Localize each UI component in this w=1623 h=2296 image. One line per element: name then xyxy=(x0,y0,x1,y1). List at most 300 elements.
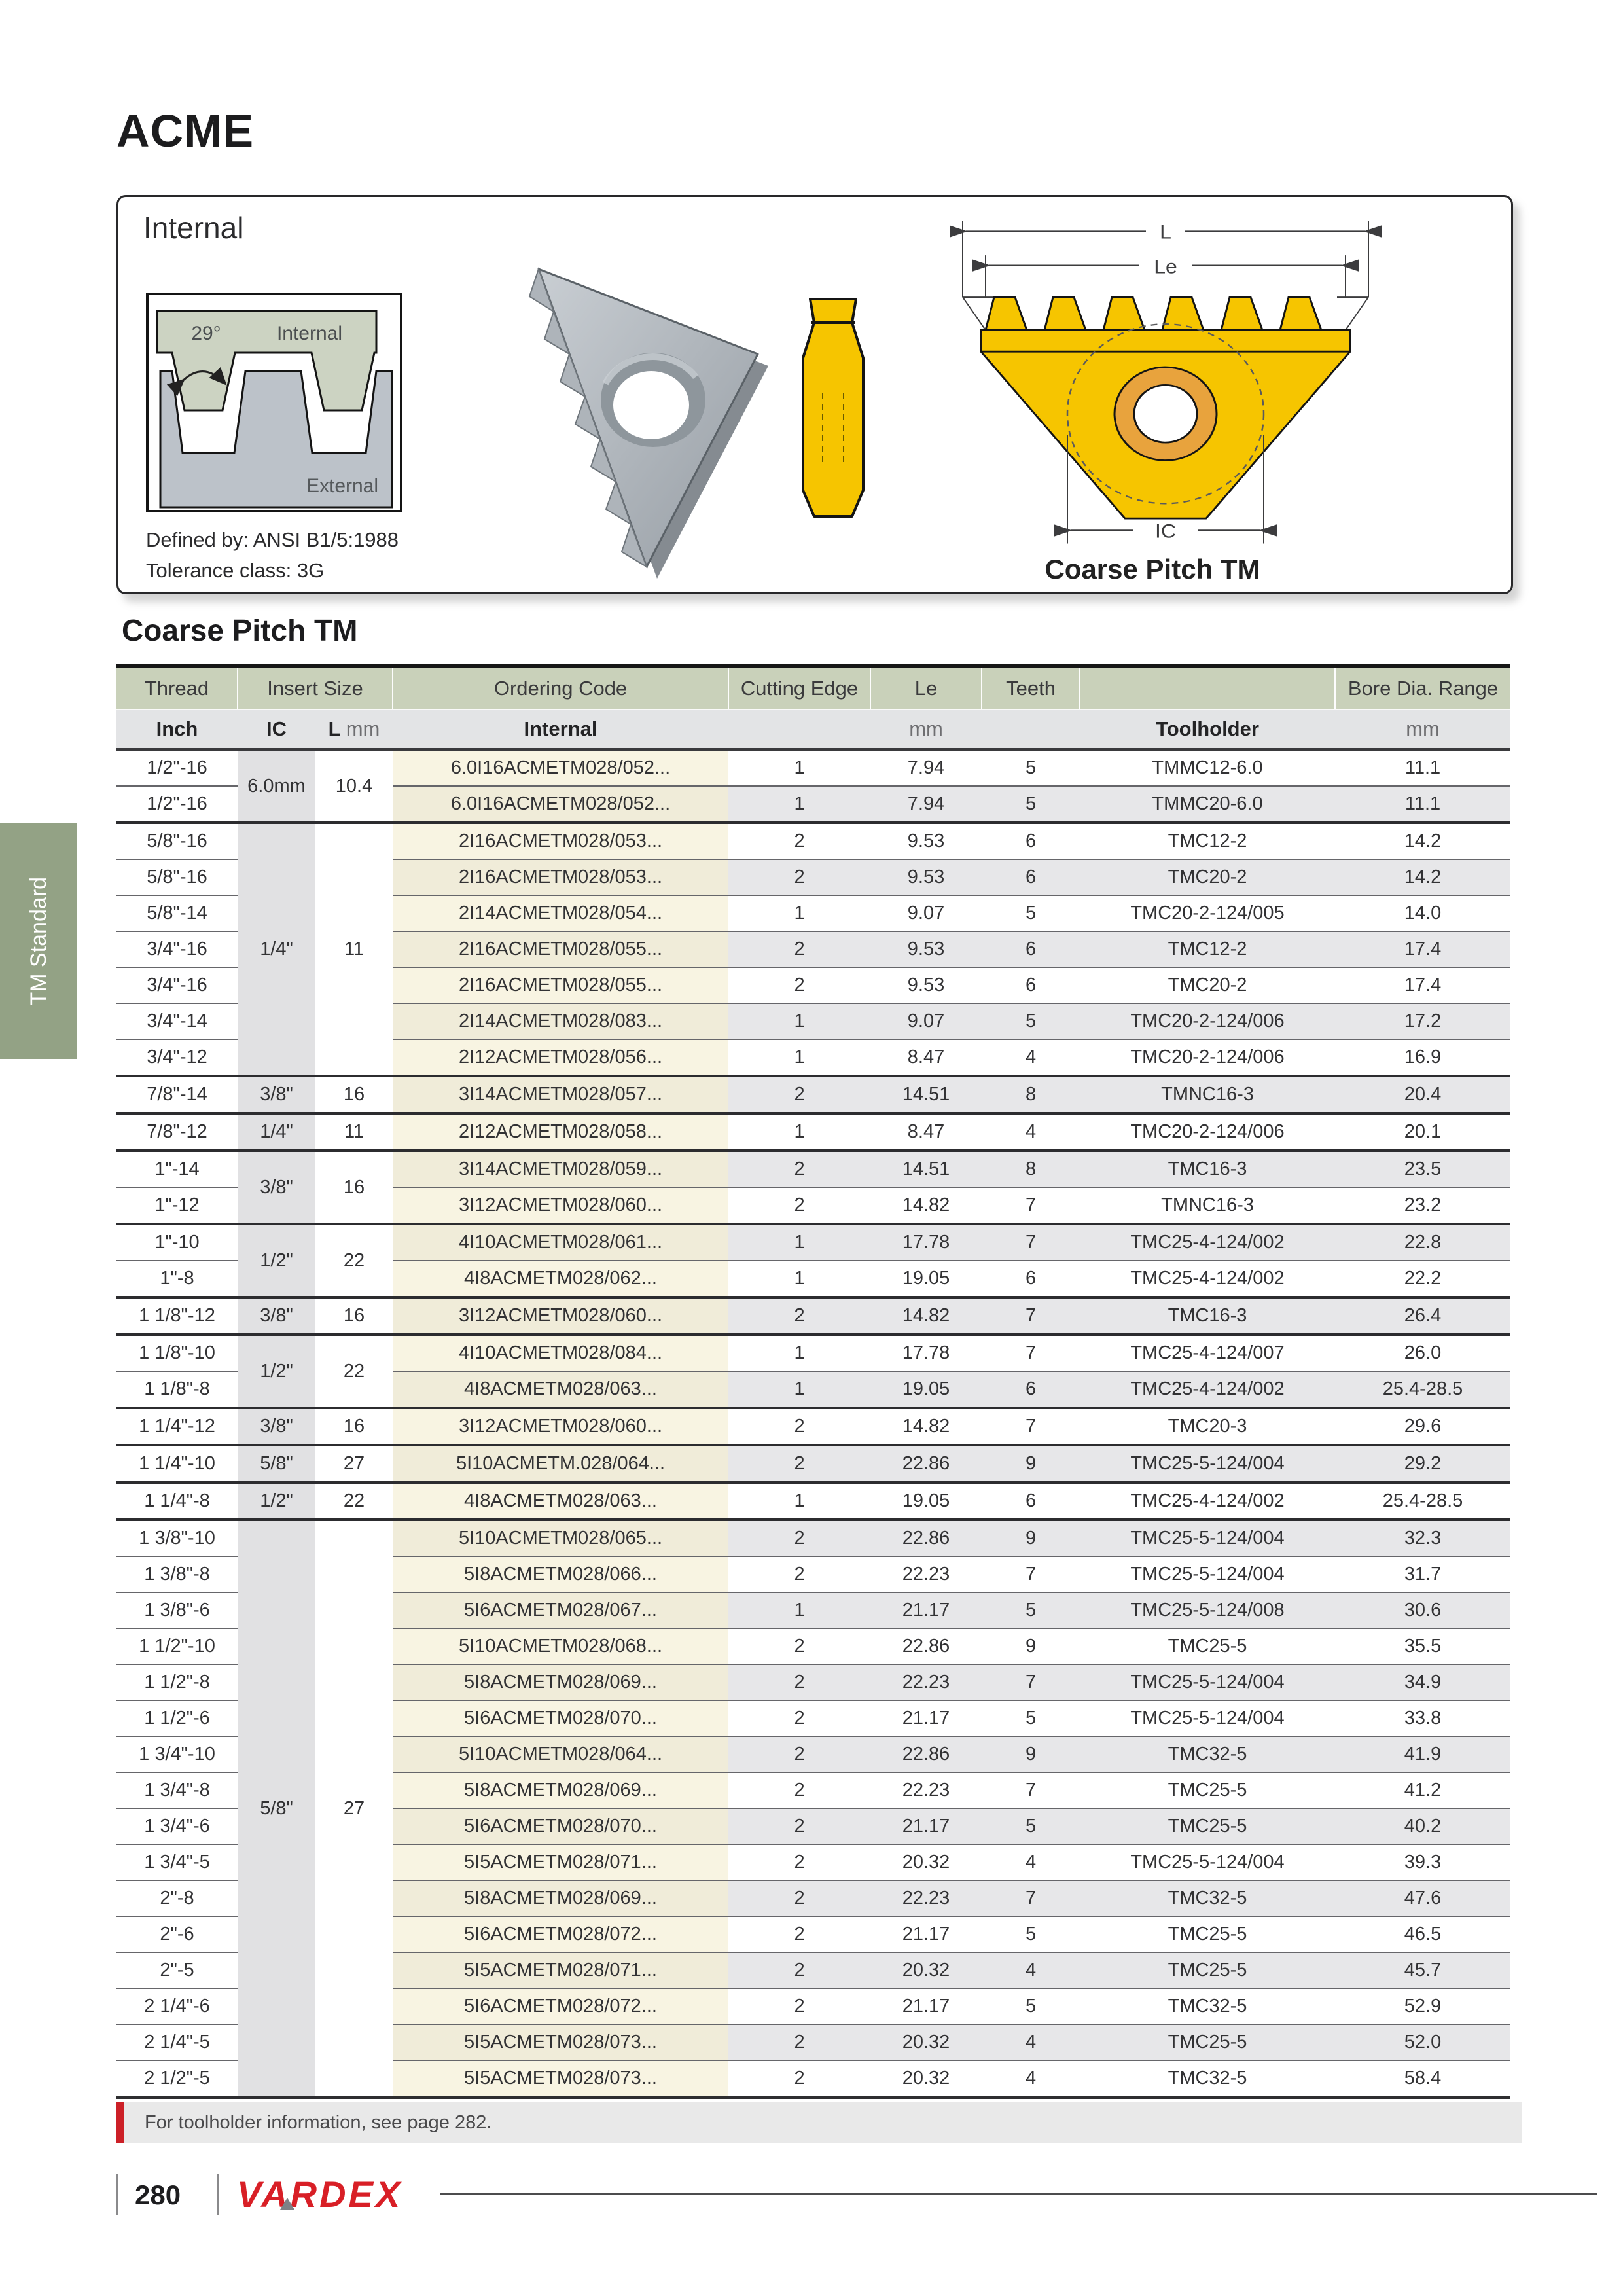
footer-divider xyxy=(116,2174,118,2215)
section-title: Coarse Pitch TM xyxy=(122,613,358,647)
toolholder-cell: TMC32-5 xyxy=(1080,2060,1335,2098)
cutting-edge-cell: 2 xyxy=(728,1187,870,1224)
bore-dia-cell: 11.1 xyxy=(1335,749,1510,786)
ordering-code-cell: 6.0I16ACMETM028/052... xyxy=(393,749,728,786)
toolholder-cell: TMC25-5 xyxy=(1080,1628,1335,1664)
ordering-code-cell: 5I5ACMETM028/073... xyxy=(393,2060,728,2098)
teeth-cell: 6 xyxy=(982,823,1080,859)
ordering-code-cell: 5I5ACMETM028/073... xyxy=(393,2024,728,2060)
insert-ic-cell: 3/8" xyxy=(238,1151,315,1224)
teeth-cell: 7 xyxy=(982,1297,1080,1335)
table-row xyxy=(116,823,1510,859)
le-cell: 19.05 xyxy=(870,1371,982,1408)
ordering-code-cell: 3I14ACMETM028/057... xyxy=(393,1076,728,1113)
bore-dia-cell: 41.9 xyxy=(1335,1736,1510,1772)
teeth-cell: 5 xyxy=(982,1592,1080,1628)
teeth-cell: 6 xyxy=(982,1261,1080,1297)
bore-dia-cell: 11.1 xyxy=(1335,786,1510,823)
teeth-cell: 5 xyxy=(982,1988,1080,2024)
bore-dia-cell: 22.2 xyxy=(1335,1261,1510,1297)
cutting-edge-cell: 2 xyxy=(728,1844,870,1880)
toolholder-note xyxy=(116,2102,1522,2143)
subcol-empty-1 xyxy=(728,709,870,749)
cutting-edge-cell: 2 xyxy=(728,823,870,859)
bore-dia-cell: 52.0 xyxy=(1335,2024,1510,2060)
ordering-code-cell: 5I8ACMETM028/069... xyxy=(393,1664,728,1700)
le-cell: 8.47 xyxy=(870,1113,982,1151)
toolholder-cell: TMC25-4-124/002 xyxy=(1080,1482,1335,1520)
toolholder-cell: TMC20-2 xyxy=(1080,967,1335,1003)
bore-dia-cell: 17.4 xyxy=(1335,967,1510,1003)
bore-dia-cell: 25.4-28.5 xyxy=(1335,1482,1510,1520)
insert-caption: Coarse Pitch TM xyxy=(1044,554,1260,584)
thread-cell: 2 1/4"-5 xyxy=(116,2024,238,2060)
bore-dia-cell: 17.4 xyxy=(1335,931,1510,967)
teeth-cell: 6 xyxy=(982,1482,1080,1520)
thread-cell: 3/4"-14 xyxy=(116,1003,238,1039)
table-row xyxy=(116,1445,1510,1482)
thread-cell: 1"-8 xyxy=(116,1261,238,1297)
insert-l-cell: 22 xyxy=(315,1482,393,1520)
teeth-cell: 5 xyxy=(982,1808,1080,1844)
toolholder-cell: TMNC16-3 xyxy=(1080,1076,1335,1113)
le-cell: 21.17 xyxy=(870,1592,982,1628)
thread-cell: 7/8"-12 xyxy=(116,1113,238,1151)
teeth-cell: 6 xyxy=(982,1371,1080,1408)
table-header-units xyxy=(116,709,1510,749)
toolholder-cell: TMC32-5 xyxy=(1080,1880,1335,1916)
insert-ic-cell: 3/8" xyxy=(238,1297,315,1335)
insert-l-cell: 27 xyxy=(315,1445,393,1482)
ordering-code-cell: 5I8ACMETM028/069... xyxy=(393,1880,728,1916)
cutting-edge-cell: 2 xyxy=(728,1808,870,1844)
thread-cell: 3/4"-16 xyxy=(116,931,238,967)
cutting-edge-cell: 1 xyxy=(728,749,870,786)
cutting-edge-cell: 2 xyxy=(728,2060,870,2098)
toolholder-cell: TMC20-2 xyxy=(1080,859,1335,895)
bore-dia-cell: 14.2 xyxy=(1335,823,1510,859)
thread-cell: 3/4"-12 xyxy=(116,1039,238,1076)
ordering-code-cell: 2I12ACMETM028/058... xyxy=(393,1113,728,1151)
bore-dia-cell: 16.9 xyxy=(1335,1039,1510,1076)
teeth-cell: 4 xyxy=(982,2024,1080,2060)
insert-l-cell: 11 xyxy=(315,823,393,1076)
insert-ic-cell: 1/2" xyxy=(238,1224,315,1297)
cutting-edge-cell: 1 xyxy=(728,1371,870,1408)
thread-cell: 1 1/2"-8 xyxy=(116,1664,238,1700)
ordering-code-cell: 4I10ACMETM028/084... xyxy=(393,1335,728,1371)
thread-cell: 1 1/4"-12 xyxy=(116,1408,238,1445)
internal-label: Internal xyxy=(276,323,343,344)
teeth-cell: 9 xyxy=(982,1628,1080,1664)
le-cell: 14.51 xyxy=(870,1151,982,1187)
le-cell: 9.07 xyxy=(870,1003,982,1039)
cutting-edge-cell: 2 xyxy=(728,859,870,895)
front-view-hole xyxy=(1134,385,1197,442)
le-cell: 14.82 xyxy=(870,1408,982,1445)
le-cell: 7.94 xyxy=(870,749,982,786)
le-cell: 22.86 xyxy=(870,1628,982,1664)
cutting-edge-cell: 1 xyxy=(728,895,870,931)
insert-side-view xyxy=(794,295,872,537)
insert-ic-cell: 3/8" xyxy=(238,1408,315,1445)
le-cell: 21.17 xyxy=(870,1916,982,1952)
insert-l-cell: 11 xyxy=(315,1113,393,1151)
bore-dia-cell: 20.1 xyxy=(1335,1113,1510,1151)
insert-l-cell: 16 xyxy=(315,1297,393,1335)
bore-dia-cell: 26.0 xyxy=(1335,1335,1510,1371)
bore-dia-cell: 40.2 xyxy=(1335,1808,1510,1844)
le-cell: 22.23 xyxy=(870,1772,982,1808)
insert-hole xyxy=(613,371,689,439)
cutting-edge-cell: 2 xyxy=(728,1952,870,1988)
page-title: ACME xyxy=(116,105,255,156)
ordering-code-cell: 5I10ACMETM.028/064... xyxy=(393,1445,728,1482)
bore-dia-cell: 14.2 xyxy=(1335,859,1510,895)
insert-l-cell: 22 xyxy=(315,1224,393,1297)
bore-dia-cell: 34.9 xyxy=(1335,1664,1510,1700)
info-box-title: Internal xyxy=(143,211,244,245)
teeth-cell: 7 xyxy=(982,1880,1080,1916)
bore-dia-cell: 30.6 xyxy=(1335,1592,1510,1628)
thread-profile-diagram xyxy=(146,293,402,512)
cutting-edge-cell: 2 xyxy=(728,1736,870,1772)
cutting-edge-cell: 2 xyxy=(728,1408,870,1445)
ordering-code-cell: 5I5ACMETM028/071... xyxy=(393,1844,728,1880)
le-cell: 19.05 xyxy=(870,1482,982,1520)
insert-l-cell: 16 xyxy=(315,1408,393,1445)
bore-dia-cell: 47.6 xyxy=(1335,1880,1510,1916)
bore-dia-cell: 32.3 xyxy=(1335,1520,1510,1556)
ordering-code-cell: 2I16ACMETM028/055... xyxy=(393,967,728,1003)
col-ordering-code: Ordering Code xyxy=(393,666,728,709)
teeth-cell: 5 xyxy=(982,1003,1080,1039)
table-row xyxy=(116,1520,1510,1556)
cutting-edge-cell: 1 xyxy=(728,1482,870,1520)
teeth-cell: 5 xyxy=(982,1916,1080,1952)
ordering-code-cell: 4I10ACMETM028/061... xyxy=(393,1224,728,1261)
ordering-code-cell: 2I16ACMETM028/053... xyxy=(393,823,728,859)
subcol-ic: IC xyxy=(238,709,315,749)
info-box xyxy=(116,195,1513,594)
col-cutting-edge: Cutting Edge xyxy=(728,666,870,709)
col-bore-range: Bore Dia. Range xyxy=(1335,666,1510,709)
teeth-cell: 6 xyxy=(982,859,1080,895)
ordering-code-cell: 4I8ACMETM028/063... xyxy=(393,1482,728,1520)
teeth-cell: 9 xyxy=(982,1736,1080,1772)
bore-dia-cell: 58.4 xyxy=(1335,2060,1510,2098)
le-cell: 14.82 xyxy=(870,1187,982,1224)
toolholder-cell: TMMC12-6.0 xyxy=(1080,749,1335,786)
thread-cell: 1 1/8"-8 xyxy=(116,1371,238,1408)
cutting-edge-cell: 2 xyxy=(728,1445,870,1482)
teeth-cell: 8 xyxy=(982,1151,1080,1187)
table-row xyxy=(116,1297,1510,1335)
teeth-cell: 7 xyxy=(982,1664,1080,1700)
cutting-edge-cell: 2 xyxy=(728,1520,870,1556)
cutting-edge-cell: 2 xyxy=(728,1628,870,1664)
ordering-code-cell: 5I10ACMETM028/065... xyxy=(393,1520,728,1556)
ordering-code-cell: 5I10ACMETM028/068... xyxy=(393,1628,728,1664)
cutting-edge-cell: 1 xyxy=(728,1003,870,1039)
le-cell: 20.32 xyxy=(870,1952,982,1988)
thread-cell: 2"-5 xyxy=(116,1952,238,1988)
defined-by-line: Defined by: ANSI B1/5:1988 xyxy=(146,528,399,551)
le-cell: 21.17 xyxy=(870,1808,982,1844)
insert-l-cell: 27 xyxy=(315,1520,393,2098)
thread-cell: 1 3/4"-6 xyxy=(116,1808,238,1844)
teeth-cell: 7 xyxy=(982,1772,1080,1808)
cutting-edge-cell: 2 xyxy=(728,967,870,1003)
col-thread: Thread xyxy=(116,666,238,709)
table-row xyxy=(116,1151,1510,1187)
table-row xyxy=(116,749,1510,786)
le-cell: 22.23 xyxy=(870,1556,982,1592)
teeth-cell: 7 xyxy=(982,1224,1080,1261)
toolholder-cell: TMC20-3 xyxy=(1080,1408,1335,1445)
cutting-edge-cell: 2 xyxy=(728,1700,870,1736)
insert-l-cell: 16 xyxy=(315,1076,393,1113)
table-body xyxy=(116,749,1510,2098)
cutting-edge-cell: 1 xyxy=(728,1261,870,1297)
teeth-cell: 5 xyxy=(982,895,1080,931)
cutting-edge-cell: 2 xyxy=(728,1556,870,1592)
insert-3d-image xyxy=(421,243,787,583)
ordering-code-cell: 2I14ACMETM028/054... xyxy=(393,895,728,931)
thread-cell: 1 3/4"-5 xyxy=(116,1844,238,1880)
bore-dia-cell: 41.2 xyxy=(1335,1772,1510,1808)
bore-dia-cell: 22.8 xyxy=(1335,1224,1510,1261)
thread-cell: 2"-8 xyxy=(116,1880,238,1916)
subcol-inch: Inch xyxy=(116,709,238,749)
thread-cell: 1"-10 xyxy=(116,1224,238,1261)
le-cell: 17.78 xyxy=(870,1224,982,1261)
table-row xyxy=(116,1335,1510,1371)
ordering-code-cell: 5I6ACMETM028/070... xyxy=(393,1700,728,1736)
le-cell: 22.86 xyxy=(870,1736,982,1772)
toolholder-cell: TMC25-5 xyxy=(1080,1916,1335,1952)
teeth-cell: 5 xyxy=(982,1700,1080,1736)
le-cell: 9.53 xyxy=(870,967,982,1003)
thread-cell: 2 1/2"-5 xyxy=(116,2060,238,2098)
thread-cell: 1 1/2"-10 xyxy=(116,1628,238,1664)
subcol-bore-mm: mm xyxy=(1335,709,1510,749)
bore-dia-cell: 20.4 xyxy=(1335,1076,1510,1113)
thread-cell: 2"-6 xyxy=(116,1916,238,1952)
le-cell: 22.23 xyxy=(870,1880,982,1916)
toolholder-cell: TMC25-5 xyxy=(1080,1808,1335,1844)
bore-dia-cell: 26.4 xyxy=(1335,1297,1510,1335)
thread-cell: 1"-14 xyxy=(116,1151,238,1187)
toolholder-cell: TMC25-5-124/004 xyxy=(1080,1556,1335,1592)
teeth-cell: 7 xyxy=(982,1556,1080,1592)
ordering-code-cell: 5I6ACMETM028/072... xyxy=(393,1988,728,2024)
angle-label: 29° xyxy=(191,323,221,344)
subcol-le-mm: mm xyxy=(870,709,982,749)
bore-dia-cell: 17.2 xyxy=(1335,1003,1510,1039)
thread-cell: 5/8"-14 xyxy=(116,895,238,931)
le-cell: 22.23 xyxy=(870,1664,982,1700)
toolholder-cell: TMC25-4-124/007 xyxy=(1080,1335,1335,1371)
thread-cell: 1 3/4"-10 xyxy=(116,1736,238,1772)
external-label: External xyxy=(306,475,379,497)
subcol-internal: Internal xyxy=(393,709,728,749)
le-cell: 20.32 xyxy=(870,2060,982,2098)
toolholder-cell: TMC25-4-124/002 xyxy=(1080,1261,1335,1297)
ordering-code-cell: 3I12ACMETM028/060... xyxy=(393,1408,728,1445)
table-row xyxy=(116,1224,1510,1261)
le-cell: 9.07 xyxy=(870,895,982,931)
teeth-cell: 4 xyxy=(982,1113,1080,1151)
bore-dia-cell: 35.5 xyxy=(1335,1628,1510,1664)
ordering-code-cell: 4I8ACMETM028/062... xyxy=(393,1261,728,1297)
vardex-logo: VARDEX xyxy=(237,2174,403,2215)
thread-cell: 1 3/4"-8 xyxy=(116,1772,238,1808)
cutting-edge-cell: 1 xyxy=(728,1592,870,1628)
subcol-toolholder: Toolholder xyxy=(1080,709,1335,749)
insert-ic-cell: 6.0mm xyxy=(238,749,315,823)
teeth-cell: 7 xyxy=(982,1187,1080,1224)
toolholder-cell: TMC25-4-124/002 xyxy=(1080,1371,1335,1408)
thread-cell: 1 1/8"-10 xyxy=(116,1335,238,1371)
ordering-code-cell: 2I16ACMETM028/055... xyxy=(393,931,728,967)
thread-cell: 3/4"-16 xyxy=(116,967,238,1003)
toolholder-cell: TMC25-5-124/004 xyxy=(1080,1664,1335,1700)
footer-rule xyxy=(440,2193,1597,2195)
sidebar-tab-tm-standard[interactable] xyxy=(0,823,77,1059)
le-cell: 20.32 xyxy=(870,1844,982,1880)
thread-cell: 5/8"-16 xyxy=(116,823,238,859)
cutting-edge-cell: 2 xyxy=(728,1772,870,1808)
col-blank xyxy=(1080,666,1335,709)
toolholder-cell: TMC32-5 xyxy=(1080,1988,1335,2024)
le-cell: 17.78 xyxy=(870,1335,982,1371)
thread-cell: 1/2"-16 xyxy=(116,749,238,786)
bore-dia-cell: 23.2 xyxy=(1335,1187,1510,1224)
vardex-logo-triangle-icon xyxy=(280,2198,294,2210)
bore-dia-cell: 45.7 xyxy=(1335,1952,1510,1988)
table-row xyxy=(116,1408,1510,1445)
cutting-edge-cell: 2 xyxy=(728,1988,870,2024)
cutting-edge-cell: 2 xyxy=(728,2024,870,2060)
le-cell: 14.82 xyxy=(870,1297,982,1335)
le-cell: 9.53 xyxy=(870,823,982,859)
ordering-code-cell: 5I10ACMETM028/064... xyxy=(393,1736,728,1772)
le-cell: 9.53 xyxy=(870,931,982,967)
bore-dia-cell: 52.9 xyxy=(1335,1988,1510,2024)
toolholder-cell: TMC12-2 xyxy=(1080,931,1335,967)
sidebar-tab-label: TM Standard xyxy=(26,876,51,1006)
bore-dia-cell: 14.0 xyxy=(1335,895,1510,931)
cutting-edge-cell: 1 xyxy=(728,1113,870,1151)
thread-cell: 1 1/4"-10 xyxy=(116,1445,238,1482)
ordering-code-cell: 2I12ACMETM028/056... xyxy=(393,1039,728,1076)
toolholder-cell: TMC12-2 xyxy=(1080,823,1335,859)
cutting-edge-cell: 1 xyxy=(728,1335,870,1371)
le-cell: 21.17 xyxy=(870,1988,982,2024)
teeth-cell: 7 xyxy=(982,1408,1080,1445)
col-le: Le xyxy=(870,666,982,709)
thread-cell: 1 1/2"-6 xyxy=(116,1700,238,1736)
teeth-cell: 4 xyxy=(982,1844,1080,1880)
dim-le-label: Le xyxy=(1154,256,1177,278)
cutting-edge-cell: 2 xyxy=(728,1880,870,1916)
thread-cell: 1 1/4"-8 xyxy=(116,1482,238,1520)
toolholder-cell: TMC25-4-124/002 xyxy=(1080,1224,1335,1261)
toolholder-cell: TMC25-5-124/004 xyxy=(1080,1844,1335,1880)
ordering-code-cell: 2I14ACMETM028/083... xyxy=(393,1003,728,1039)
thread-cell: 5/8"-16 xyxy=(116,859,238,895)
teeth-cell: 6 xyxy=(982,967,1080,1003)
teeth-cell: 9 xyxy=(982,1520,1080,1556)
table-row xyxy=(116,1076,1510,1113)
bore-dia-cell: 29.6 xyxy=(1335,1408,1510,1445)
standard-definition xyxy=(146,524,399,586)
dim-ic-label: IC xyxy=(1154,520,1177,543)
teeth-cell: 4 xyxy=(982,1039,1080,1076)
toolholder-cell: TMC25-5-124/004 xyxy=(1080,1445,1335,1482)
insert-ic-cell: 3/8" xyxy=(238,1076,315,1113)
thread-cell: 1 3/8"-8 xyxy=(116,1556,238,1592)
ordering-code-cell: 5I8ACMETM028/066... xyxy=(393,1556,728,1592)
insert-front-view xyxy=(923,207,1408,554)
footer-divider-2 xyxy=(217,2174,219,2215)
bore-dia-cell: 29.2 xyxy=(1335,1445,1510,1482)
thread-cell: 1 3/8"-10 xyxy=(116,1520,238,1556)
le-cell: 8.47 xyxy=(870,1039,982,1076)
le-cell: 9.53 xyxy=(870,859,982,895)
toolholder-cell: TMC25-5 xyxy=(1080,2024,1335,2060)
bore-dia-cell: 25.4-28.5 xyxy=(1335,1371,1510,1408)
insert-ic-cell: 1/2" xyxy=(238,1335,315,1408)
toolholder-cell: TMC20-2-124/005 xyxy=(1080,895,1335,931)
tolerance-line: Tolerance class: 3G xyxy=(146,559,325,582)
cutting-edge-cell: 1 xyxy=(728,1039,870,1076)
toolholder-cell: TMC32-5 xyxy=(1080,1736,1335,1772)
toolholder-cell: TMC25-5 xyxy=(1080,1772,1335,1808)
insert-ic-cell: 1/2" xyxy=(238,1482,315,1520)
teeth-cell: 9 xyxy=(982,1445,1080,1482)
cutting-edge-cell: 1 xyxy=(728,1224,870,1261)
thread-cell: 7/8"-14 xyxy=(116,1076,238,1113)
insert-l-cell: 16 xyxy=(315,1151,393,1224)
cutting-edge-cell: 1 xyxy=(728,786,870,823)
cutting-edge-cell: 2 xyxy=(728,1076,870,1113)
le-cell: 14.51 xyxy=(870,1076,982,1113)
teeth-cell: 7 xyxy=(982,1335,1080,1371)
cutting-edge-cell: 2 xyxy=(728,931,870,967)
ordering-code-cell: 3I12ACMETM028/060... xyxy=(393,1297,728,1335)
cutting-edge-cell: 2 xyxy=(728,1297,870,1335)
toolholder-cell: TMC16-3 xyxy=(1080,1297,1335,1335)
insert-ic-cell: 1/4" xyxy=(238,1113,315,1151)
toolholder-cell: TMC25-5-124/008 xyxy=(1080,1592,1335,1628)
le-cell: 7.94 xyxy=(870,786,982,823)
toolholder-cell: TMMC20-6.0 xyxy=(1080,786,1335,823)
bore-dia-cell: 33.8 xyxy=(1335,1700,1510,1736)
note-text: For toolholder information, see page 282. xyxy=(145,2111,492,2133)
toolholder-cell: TMC25-5 xyxy=(1080,1952,1335,1988)
ordering-code-cell: 5I8ACMETM028/069... xyxy=(393,1772,728,1808)
thread-cell: 1 1/8"-12 xyxy=(116,1297,238,1335)
ordering-code-cell: 5I5ACMETM028/071... xyxy=(393,1952,728,1988)
bore-dia-cell: 46.5 xyxy=(1335,1916,1510,1952)
cutting-edge-cell: 2 xyxy=(728,1151,870,1187)
ordering-code-cell: 5I6ACMETM028/070... xyxy=(393,1808,728,1844)
front-view-teeth xyxy=(986,297,1346,330)
le-cell: 21.17 xyxy=(870,1700,982,1736)
insert-l-cell: 22 xyxy=(315,1335,393,1408)
